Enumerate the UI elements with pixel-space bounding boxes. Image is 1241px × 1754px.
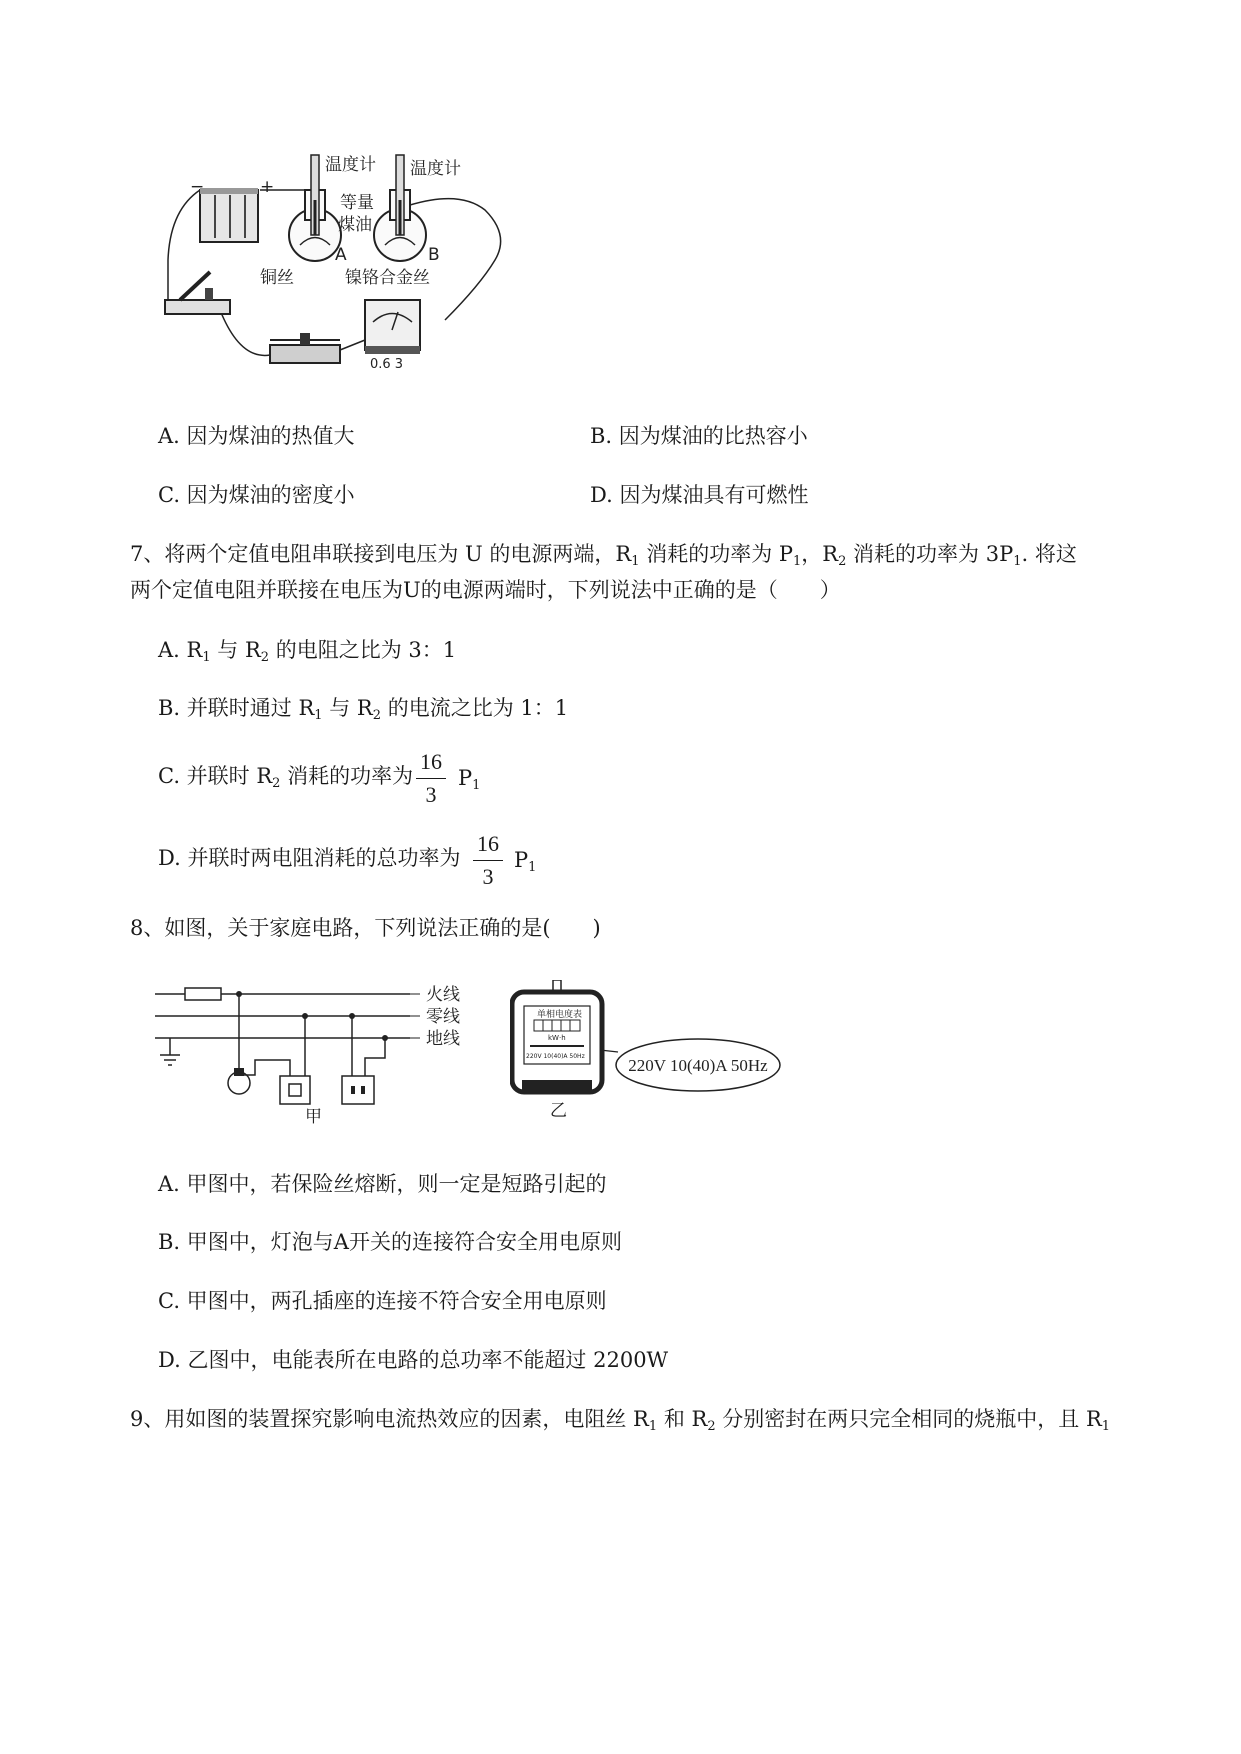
heating-experiment-figure <box>160 150 520 390</box>
svg-text:0.6 3: 0.6 3 <box>370 357 404 372</box>
svg-text:甲: 甲 <box>305 1107 322 1125</box>
svg-text:火线: 火线 <box>426 985 460 1005</box>
q8-option-c: C. 甲图中，两孔插座的连接不符合安全用电原则 <box>158 1289 607 1313</box>
svg-text:地线: 地线 <box>426 1029 460 1049</box>
svg-text:煤油: 煤油 <box>338 215 372 235</box>
ammeter-icon <box>365 300 420 354</box>
q7-option-c-power: $P_1$ <box>458 766 481 793</box>
svg-text:220V 10(40)A 50Hz: 220V 10(40)A 50Hz <box>526 1053 585 1060</box>
battery-icon <box>200 188 258 242</box>
thermometer-left-icon <box>311 155 319 235</box>
q7-option-c-fraction: 16 3 <box>414 748 448 809</box>
switch-icon <box>280 1076 310 1104</box>
ground-icon <box>160 1038 180 1065</box>
electricity-meter-icon <box>512 980 602 1092</box>
svg-text:kW·h: kW·h <box>548 1034 566 1042</box>
svg-text:等量: 等量 <box>340 193 374 213</box>
rheostat-icon <box>270 333 340 363</box>
svg-text:铜丝: 铜丝 <box>260 268 294 288</box>
svg-text:温度计: 温度计 <box>410 159 461 179</box>
q7-option-d: D. 并联时两电阻消耗的总功率为 <box>158 846 461 870</box>
q7-option-d-power: $P_1$ <box>514 848 537 875</box>
q6-option-c: C. 因为煤油的密度小 <box>158 483 355 507</box>
two-hole-socket-icon <box>342 1076 374 1104</box>
q8-option-a: A. 甲图中，若保险丝熔断，则一定是短路引起的 <box>158 1172 607 1196</box>
q7-option-c: C. 并联时 $R_2$ 消耗的功率为 <box>158 764 414 791</box>
svg-text:+: + <box>260 177 275 197</box>
lamp-icon <box>228 1068 250 1094</box>
svg-text:单相电度表: 单相电度表 <box>537 1010 583 1020</box>
electricity-meter-figure <box>510 980 790 1125</box>
thermometer-right-icon <box>396 155 404 235</box>
q7-option-b: B. 并联时通过 $R_1$ 与 $R_2$ 的电流之比为 1：1 <box>158 696 569 723</box>
svg-text:A: A <box>335 245 347 265</box>
q8-option-b: B. 甲图中，灯泡与A开关的连接符合安全用电原则 <box>158 1230 622 1254</box>
q8-stem: 8、如图，关于家庭电路，下列说法正确的是( ) <box>130 916 601 940</box>
household-circuit-figure <box>155 980 475 1125</box>
svg-text:零线: 零线 <box>426 1007 460 1027</box>
meter-callout-text: 220V 10(40)A 50Hz <box>628 1056 768 1075</box>
q9-stem: 9、用如图的装置探究影响电流热效应的因素，电阻丝 $R_1$ 和 $R_2$ 分别密封在两只完全相同的烧瓶中，且 $R_1$ <box>130 1407 1111 1434</box>
q7-stem-line2: 两个定值电阻并联接在电压为U的电源两端时，下列说法中正确的是（ ） <box>130 578 841 602</box>
svg-text:镍铬合金丝: 镍铬合金丝 <box>345 268 430 288</box>
knife-switch-icon <box>165 272 230 314</box>
svg-text:−: − <box>190 177 205 197</box>
q8-option-d: D. 乙图中，电能表所在电路的总功率不能超过 2200W <box>158 1348 669 1372</box>
q6-option-a: A. 因为煤油的热值大 <box>158 424 355 448</box>
svg-text:B: B <box>428 245 440 265</box>
q6-option-d: D. 因为煤油具有可燃性 <box>590 483 809 507</box>
q7-option-d-fraction: 16 3 <box>471 830 505 891</box>
q7-option-a: A. $R_1$ 与 $R_2$ 的电阻之比为 3：1 <box>158 638 457 665</box>
q6-option-b: B. 因为煤油的比热容小 <box>590 424 808 448</box>
fuse-icon <box>185 988 221 1000</box>
svg-text:乙: 乙 <box>550 1101 567 1121</box>
svg-text:温度计: 温度计 <box>325 155 376 175</box>
q7-stem-line1: 7、将两个定值电阻串联接到电压为 U 的电源两端，$R_1$ 消耗的功率为 $P_1$，$R_2$ 消耗的功率为 $3P_1$. 将这 <box>130 542 1077 569</box>
